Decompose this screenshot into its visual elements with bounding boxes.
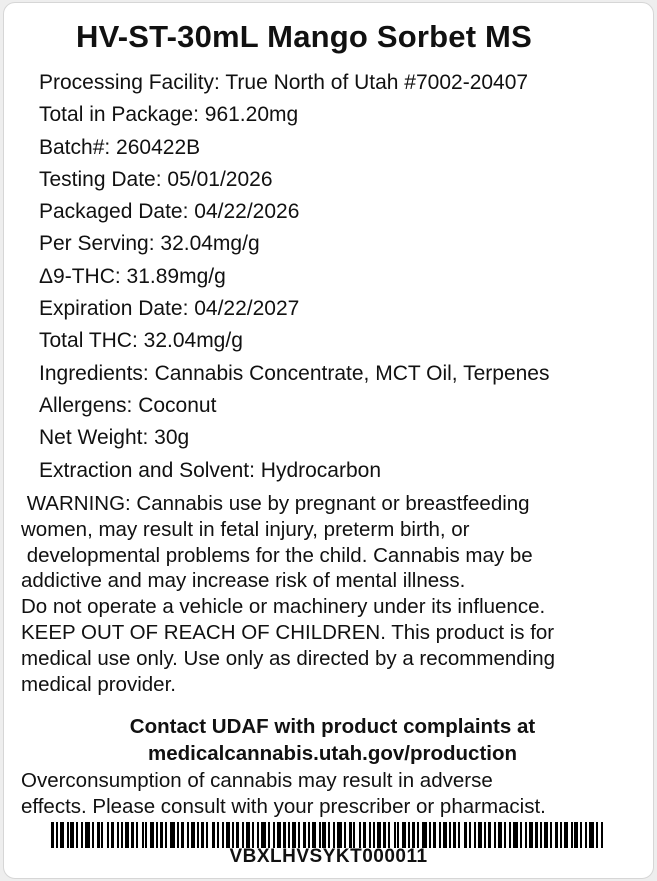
fact-packaged-date: Packaged Date: 04/22/2026 [39,200,300,224]
barcode-bar [136,822,138,848]
barcode-bar [344,822,346,848]
barcode-bar [589,822,594,848]
barcode-bar [312,822,316,848]
barcode-bar [458,822,460,848]
barcode-bar [197,822,199,848]
barcode-bar [560,822,562,848]
barcode-bar [308,822,310,848]
barcode-bar [513,822,518,848]
barcode-bar [433,822,436,848]
warning-line: medical provider. [21,672,176,696]
fact-ingredients: Ingredients: Cannabis Concentrate, MCT Oil, Terpenes [39,361,550,385]
barcode-bar [580,822,582,848]
barcode-bar [478,822,482,848]
barcode-bar [76,822,78,848]
barcode-bar [369,822,371,848]
barcode-bar [142,822,144,848]
barcode-bar [268,822,270,848]
barcode-bar [206,822,208,848]
barcode-bar [60,822,64,848]
barcode-bar [261,822,266,848]
barcode-bar [564,822,568,848]
barcode-bar [449,822,451,848]
fact-delta9-thc: Δ9-THC: 31.89mg/g [39,264,226,288]
barcode-bar [402,822,406,848]
barcode-bar [443,822,447,848]
barcode-bar [246,822,250,848]
barcode-bar [277,822,281,848]
barcode-bar [571,822,573,848]
barcode-bar [283,822,286,848]
fact-total-in-package: Total in Package: 961.20mg [39,103,299,127]
barcode-bar [273,822,275,848]
barcode-bar [107,822,109,848]
barcode-bar [520,822,522,848]
barcode-bar [397,822,399,848]
overconsumption-line: effects. Please consult with your prescriber or pharmacist. [21,795,546,818]
barcode-bar [121,822,123,848]
fact-extraction-solvent: Extraction and Solvent: Hydrocarbon [39,458,382,482]
barcode-bar [544,822,548,848]
barcode-bar [373,822,375,848]
barcode-bar [601,822,603,848]
barcode-bar [394,822,396,848]
barcode-bar [222,822,224,848]
fact-testing-date: Testing Date: 05/01/2026 [39,167,273,191]
barcode-bar [111,822,114,848]
barcode-bar [131,822,134,848]
barcode-bar [226,822,230,848]
barcode-bar [488,822,491,848]
barcode-bar [217,822,219,848]
barcode-bar [509,822,511,848]
barcode-bar [555,822,558,848]
barcode-bar [298,822,300,848]
barcode-bar [377,822,381,848]
barcode-bar [101,822,103,848]
fact-batch: Batch#: 260422B [39,135,201,159]
warning-line: women, may result in fetal injury, preterm birth, or [21,517,470,541]
product-facts [39,67,649,487]
barcode-bar [85,822,90,848]
barcode-bar [187,822,189,848]
barcode-bar [288,822,290,848]
overconsumption-line: Overconsumption of cannabis may result in adverse [21,769,493,792]
barcode-text: VBXLHVSYKT000011 [229,846,428,867]
fact-allergens: Allergens: Coconut [39,393,217,417]
barcode-bar [550,822,552,848]
contact-line: Contact UDAF with product complaints at [129,715,536,738]
barcode-bar [252,822,254,848]
product-label [3,2,654,879]
barcode-bar [353,822,355,848]
barcode-bar [333,822,335,848]
barcode-bar [498,822,502,848]
barcode-image [51,822,603,848]
barcode-bar [504,822,506,848]
barcode-bar [474,822,476,848]
barcode-bar [596,822,598,848]
barcode-bar [145,822,147,848]
barcode-bar [125,822,129,848]
fact-total-thc: Total THC: 32.04mg/g [39,329,243,353]
barcode-bar [469,822,471,848]
barcode-bar [160,822,163,848]
warning-block [21,491,651,697]
barcode-bar [388,822,390,848]
barcode-bar [319,822,321,848]
barcode-bar [257,822,259,848]
overconsumption-block [21,768,651,820]
barcode-bar [525,822,527,848]
warning-line: addictive and may increase risk of mental illness. [21,569,466,593]
barcode-bar [574,822,578,848]
barcode-bar [464,822,467,848]
barcode-bar [337,822,342,848]
barcode-bar [92,822,94,848]
contact-url: medicalcannabis.utah.gov/production [147,742,518,765]
barcode-bar [529,822,533,848]
barcode-bar [97,822,100,848]
barcode-bar [494,822,496,848]
fact-per-serving: Per Serving: 32.04mg/g [39,232,260,256]
barcode-bar [585,822,587,848]
barcode-bar [81,822,83,848]
barcode-bar [439,822,441,848]
barcode-bar [242,822,244,848]
warning-line: medical use only. Use only as directed by a recommending [21,646,556,670]
barcode-bar [181,822,184,848]
barcode-bar [349,822,352,848]
barcode-bar [177,822,179,848]
barcode-bar [212,822,215,848]
product-title: HV-ST-30mL Mango Sorbet MS [76,19,532,54]
barcode-bar [383,822,386,848]
barcode-bar [201,822,204,848]
barcode-bar [359,822,361,848]
barcode-bar [535,822,538,848]
warning-line: WARNING: Cannabis use by pregnant or breastfeeding [21,492,530,515]
barcode-bar [328,822,330,848]
barcode-bar [51,822,54,848]
barcode-bar [191,822,195,848]
barcode-bar [422,822,427,848]
barcode-bar [292,822,296,848]
warning-line: developmental problems for the child. Cannabis may be [21,543,533,567]
barcode-bar [165,822,167,848]
fact-net-weight: Net Weight: 30g [39,426,190,450]
barcode-bar [303,822,306,848]
barcode-bar [236,822,239,848]
barcode-bar [117,822,119,848]
warning-line: Do not operate a vehicle or machinery under its influence. [21,595,546,619]
barcode-bar [363,822,366,848]
barcode-bar [412,822,415,848]
barcode-bar [156,822,158,848]
barcode-bar [429,822,431,848]
contact-block [4,713,654,767]
barcode-bar [322,822,326,848]
barcode-bar [232,822,234,848]
barcode-bar [56,822,58,848]
barcode-bar [453,822,456,848]
barcode-bar [150,822,154,848]
fact-processing-facility: Processing Facility: True North of Utah #7002-20407 [39,71,529,94]
barcode-bar [484,822,486,848]
barcode-bar [540,822,542,848]
warning-line: KEEP OUT OF REACH OF CHILDREN. This product is for [21,620,555,644]
barcode-bar [417,822,419,848]
barcode-bar [67,822,69,848]
barcode-bar [170,822,175,848]
fact-expiration-date: Expiration Date: 04/22/2027 [39,297,300,321]
barcode-bar [408,822,410,848]
barcode-bar [70,822,74,848]
